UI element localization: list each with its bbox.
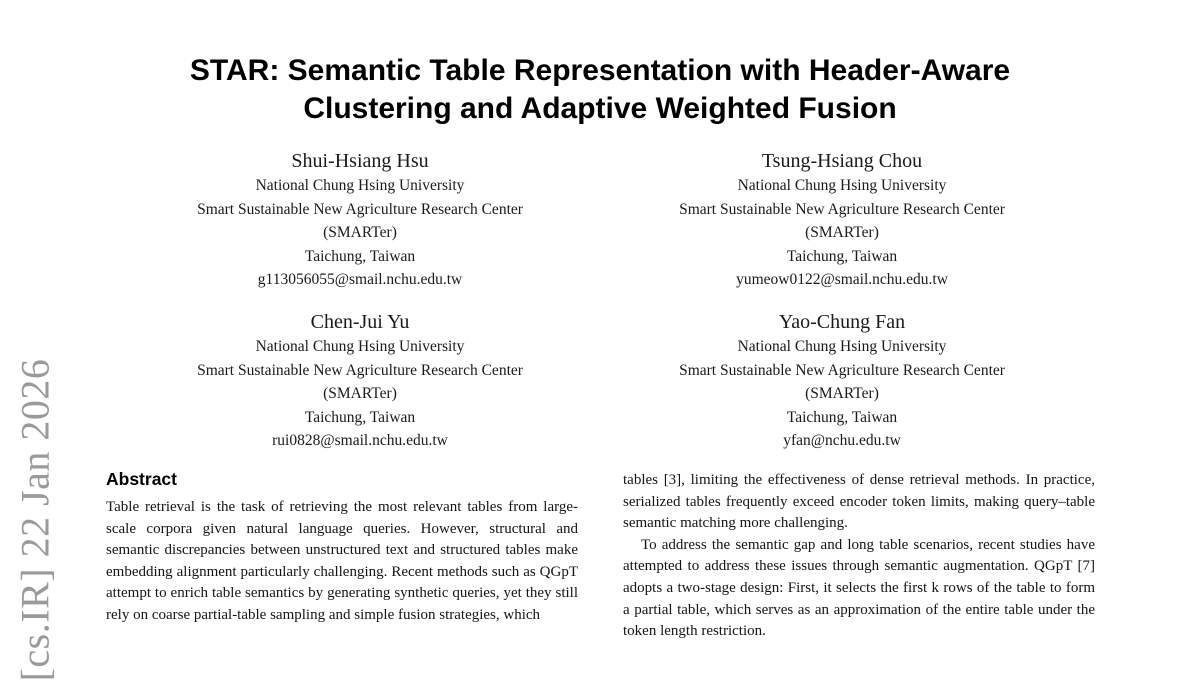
author-name: Yao-Chung Fan	[778, 311, 906, 333]
abstract-heading: Abstract	[106, 469, 177, 489]
author-affiliation: National Chung Hsing University	[255, 177, 465, 194]
author-affiliation: National Chung Hsing University	[255, 338, 465, 355]
author-block	[612, 148, 1072, 292]
body-paragraph: To address the semantic gap and long table scenarios, recent studies have attempted to address these issues through semantic augmentation. QGpT [7] adopts a two-stage design: First, it selects the first k rows of the table to form a partial table, which serves as an approximation of the entire table under the token length restriction.	[623, 536, 1095, 640]
author-affiliation: (SMARTer)	[805, 385, 879, 402]
author-affiliation: Smart Sustainable New Agriculture Research Center	[679, 200, 1005, 218]
left-column	[106, 467, 578, 627]
author-location: Taichung, Taiwan	[304, 408, 416, 426]
abstract-text: Table retrieval is the task of retrieving the most relevant tables from large-scale corpora given natural language queries. However, structural and semantic discrepancies between unstructured text and structured tables make embedding alignment particularly challenging. Recent methods such as QGpT attempt to enrich table semantics by generating synthetic queries, yet they still rely on coarse partial-table sampling and simple fusion strategies, which	[106, 499, 578, 623]
author-name: Chen-Jui Yu	[310, 311, 410, 333]
right-column	[623, 470, 1095, 643]
author-block	[130, 309, 590, 453]
author-affiliation: National Chung Hsing University	[737, 338, 947, 355]
author-affiliation: (SMARTer)	[323, 385, 397, 402]
arxiv-stamp-text: [cs.IR] 22 Jan 2026	[12, 358, 58, 681]
author-name: Shui-Hsiang Hsu	[291, 150, 429, 172]
author-name: Tsung-Hsiang Chou	[761, 150, 923, 172]
author-email: yumeow0122@smail.nchu.edu.tw	[736, 271, 948, 288]
author-email: yfan@nchu.edu.tw	[783, 432, 901, 449]
author-affiliation: National Chung Hsing University	[737, 177, 947, 194]
author-email: rui0828@smail.nchu.edu.tw	[272, 432, 448, 449]
author-block	[612, 309, 1072, 453]
arxiv-stamp	[6, 0, 64, 681]
author-affiliation: Smart Sustainable New Agriculture Research Center	[197, 361, 523, 379]
author-affiliation: Smart Sustainable New Agriculture Research Center	[679, 361, 1005, 379]
author-affiliation: Smart Sustainable New Agriculture Research Center	[197, 200, 523, 218]
author-location: Taichung, Taiwan	[786, 408, 898, 426]
paper-title: STAR: Semantic Table Representation with Header-Aware Clustering and Adaptive Weighted Fusion	[189, 54, 1011, 125]
author-location: Taichung, Taiwan	[304, 247, 416, 265]
author-location: Taichung, Taiwan	[786, 247, 898, 265]
author-affiliation: (SMARTer)	[323, 224, 397, 241]
author-block	[130, 148, 590, 292]
body-paragraph: tables [3], limiting the effectiveness of dense retrieval methods. In practice, serialized tables frequently exceed encoder token limits, making query–table semantic matching more challenging.	[623, 472, 1095, 532]
author-affiliation: (SMARTer)	[805, 224, 879, 241]
author-email: g113056055@smail.nchu.edu.tw	[257, 271, 463, 288]
